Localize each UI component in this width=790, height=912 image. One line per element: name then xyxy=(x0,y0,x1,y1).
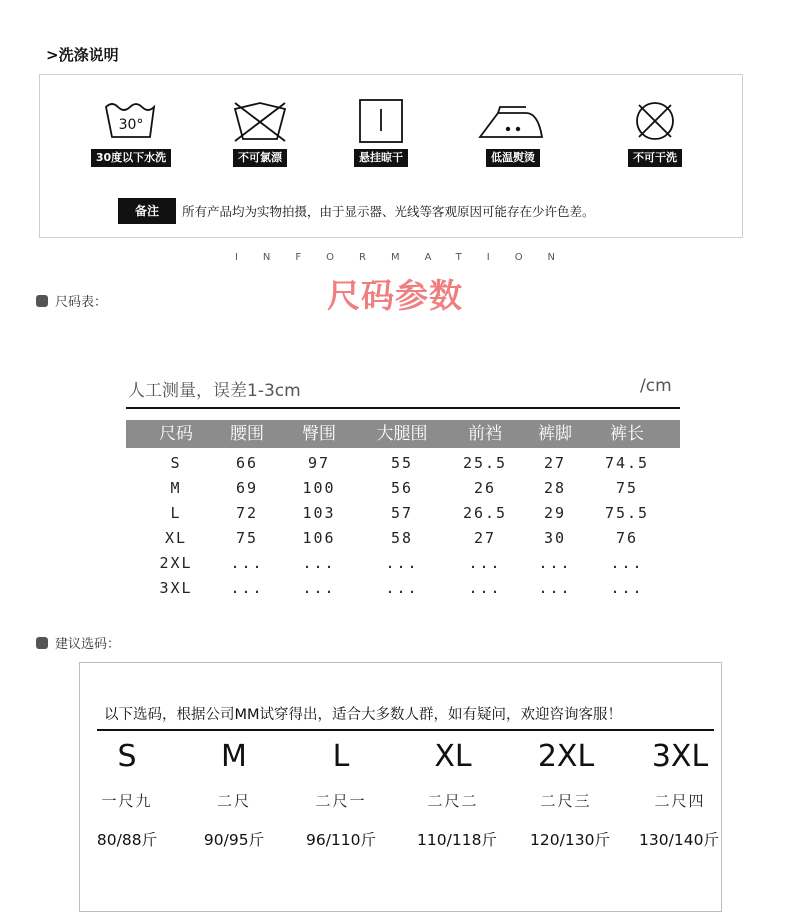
wash-label: 30度以下水洗 xyxy=(91,149,171,167)
wash-label: 不可氯漂 xyxy=(233,149,287,167)
table-cell: ... xyxy=(302,579,336,597)
table-row xyxy=(126,576,680,601)
table-cell: 58 xyxy=(390,529,414,547)
table-cell: M xyxy=(170,479,182,497)
size-label: L xyxy=(332,739,350,774)
bullet-icon xyxy=(36,637,48,649)
table-cell: ... xyxy=(610,554,644,572)
table-cell: ... xyxy=(385,579,419,597)
wash-item xyxy=(600,99,710,167)
table-cell: L xyxy=(170,504,182,522)
size-section-title xyxy=(36,291,107,310)
bullet-icon xyxy=(36,295,48,307)
wash-temp: 30° xyxy=(118,117,144,133)
size-label: S xyxy=(117,739,137,774)
weight-label: 130/140斤 xyxy=(639,831,719,849)
table-cell: 100 xyxy=(302,479,336,497)
table-cell: ... xyxy=(538,554,572,572)
wash-item xyxy=(205,99,315,167)
measure-note: 人工测量，误差1-3cm xyxy=(128,381,301,401)
table-cell: 29 xyxy=(543,504,567,522)
low-iron-icon xyxy=(478,99,548,143)
table-cell: 25.5 xyxy=(462,454,508,472)
size-label: 3XL xyxy=(651,739,709,774)
height-label: 二尺一 xyxy=(315,792,367,810)
height-label: 二尺四 xyxy=(654,792,706,810)
column-header: 裤脚 xyxy=(538,424,572,444)
weight-label: 120/130斤 xyxy=(530,831,610,849)
table-cell: 26 xyxy=(473,479,497,497)
table-cell: ... xyxy=(468,554,502,572)
column-header: 裤长 xyxy=(610,424,644,444)
table-cell: ... xyxy=(385,554,419,572)
table-cell: 106 xyxy=(302,529,336,547)
table-cell: 26.5 xyxy=(462,504,508,522)
table-cell: 97 xyxy=(307,454,331,472)
size-table-header xyxy=(126,420,680,448)
height-label: 二尺 xyxy=(216,792,251,810)
height-label: 一尺九 xyxy=(101,792,153,810)
table-cell: 72 xyxy=(235,504,259,522)
wash-label: 低温熨烫 xyxy=(486,149,540,167)
column-header: 尺码 xyxy=(159,424,193,444)
size-label: M xyxy=(221,739,247,774)
recommend-section-title xyxy=(36,633,120,652)
height-label: 二尺三 xyxy=(540,792,592,810)
weight-label: 80/88斤 xyxy=(96,831,158,849)
table-cell: 75.5 xyxy=(604,504,650,522)
table-cell: ... xyxy=(538,579,572,597)
table-cell: 103 xyxy=(302,504,336,522)
washing-panel xyxy=(39,74,743,238)
table-row xyxy=(126,526,680,551)
table-cell: 75 xyxy=(235,529,259,547)
weight-label: 90/95斤 xyxy=(203,831,265,849)
wash-30-icon xyxy=(102,99,160,143)
information-divider: INFORMATION xyxy=(234,252,581,263)
table-cell: 55 xyxy=(390,454,414,472)
table-cell: 30 xyxy=(543,529,567,547)
table-cell: XL xyxy=(164,529,188,547)
table-cell: 69 xyxy=(235,479,259,497)
size-section-label: 尺码表： xyxy=(55,295,108,310)
washing-title: >洗涤说明 xyxy=(46,46,119,64)
table-cell: ... xyxy=(302,554,336,572)
table-cell: 75 xyxy=(615,479,639,497)
wash-label: 悬挂晾干 xyxy=(354,149,408,167)
table-cell: 3XL xyxy=(159,579,193,597)
table-cell: ... xyxy=(468,579,502,597)
table-row xyxy=(126,501,680,526)
wash-item xyxy=(458,99,568,167)
divider xyxy=(126,407,680,409)
unit-label: /cm xyxy=(640,376,672,396)
weight-label: 96/110斤 xyxy=(305,831,377,849)
table-cell: 2XL xyxy=(159,554,193,572)
wash-item xyxy=(76,99,186,167)
table-row xyxy=(126,551,680,576)
table-cell: 66 xyxy=(235,454,259,472)
recommend-section-label: 建议选码： xyxy=(55,637,121,652)
column-header: 大腿围 xyxy=(376,424,428,444)
table-cell: 57 xyxy=(390,504,414,522)
recommend-intro: 以下选码，根据公司MM试穿得出，适合大多数人群，如有疑问，欢迎咨询客服！ xyxy=(104,707,623,723)
wash-item xyxy=(326,99,436,167)
table-cell: S xyxy=(170,454,182,472)
table-cell: 76 xyxy=(615,529,639,547)
wash-label: 不可干洗 xyxy=(628,149,682,167)
table-cell: 27 xyxy=(473,529,497,547)
no-bleach-icon xyxy=(231,99,289,143)
hang-dry-icon xyxy=(352,99,410,143)
note-text: 所有产品均为实物拍摄，由于显示器、光线等客观原因可能存在少许色差。 xyxy=(182,204,595,219)
column-header: 腰围 xyxy=(230,424,264,444)
note-label: 备注 xyxy=(118,198,176,224)
table-cell: ... xyxy=(230,554,264,572)
table-cell: 74.5 xyxy=(604,454,650,472)
note-row xyxy=(118,198,595,224)
table-cell: 56 xyxy=(390,479,414,497)
weight-label: 110/118斤 xyxy=(417,831,497,849)
table-cell: ... xyxy=(230,579,264,597)
table-row xyxy=(126,451,680,476)
divider xyxy=(97,729,714,731)
table-cell: ... xyxy=(610,579,644,597)
table-cell: 28 xyxy=(543,479,567,497)
column-header: 前裆 xyxy=(468,424,502,444)
size-label: XL xyxy=(434,739,472,774)
height-label: 二尺二 xyxy=(427,792,479,810)
no-dry-clean-icon xyxy=(626,99,684,143)
column-header: 臀围 xyxy=(302,424,336,444)
size-label: 2XL xyxy=(537,739,595,774)
table-cell: 27 xyxy=(543,454,567,472)
recommend-panel xyxy=(79,662,722,912)
table-row xyxy=(126,476,680,501)
size-big-title: 尺码参数 xyxy=(327,276,463,315)
